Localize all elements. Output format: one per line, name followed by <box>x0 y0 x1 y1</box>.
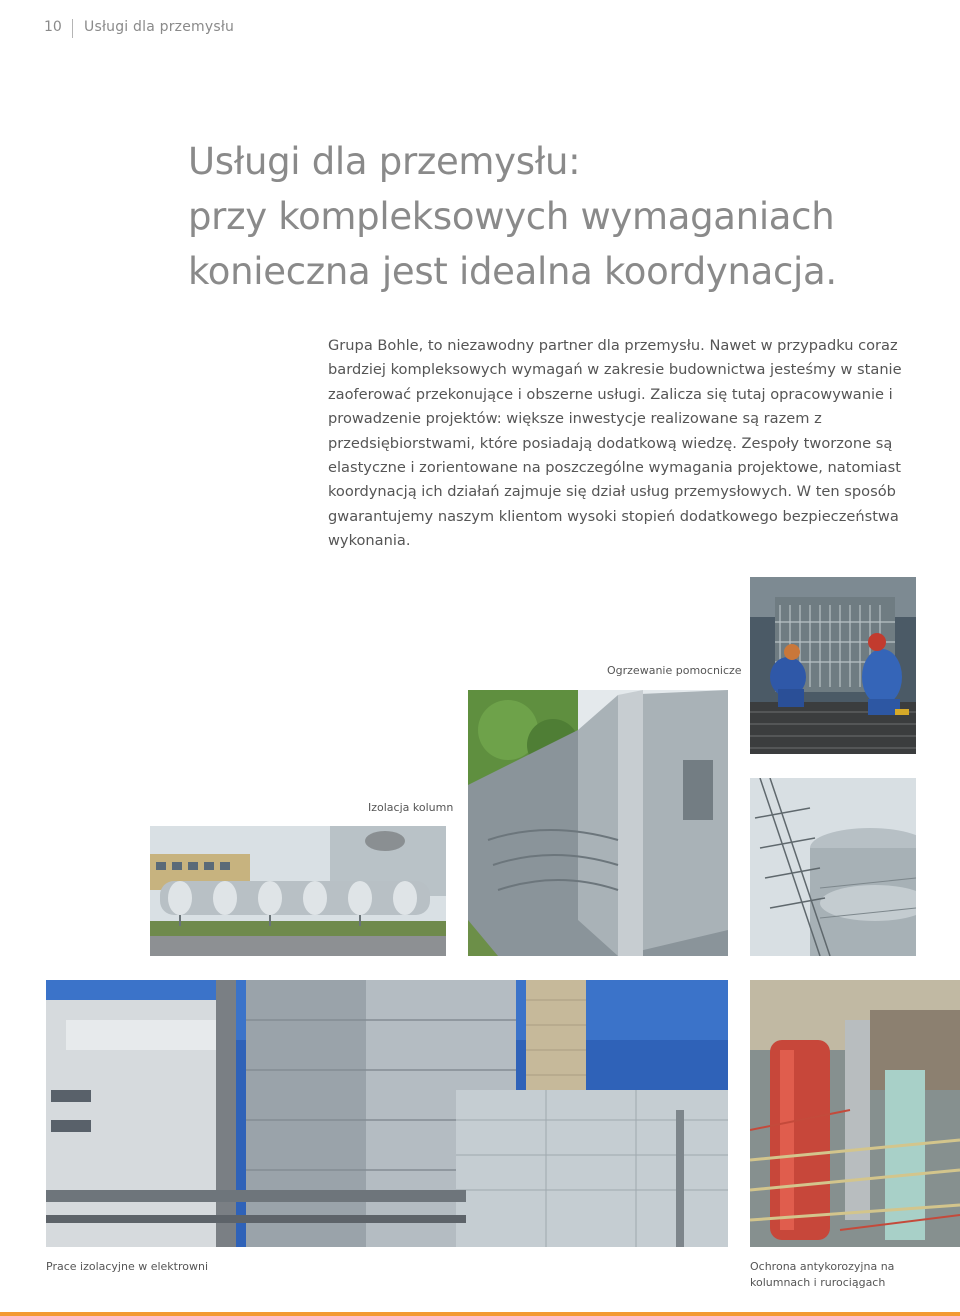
section-title: Usługi dla przemysłu <box>84 19 235 35</box>
headline-line-2: przy kompleksowych wymaganiach <box>188 195 835 238</box>
photo-corrosion-columns <box>750 980 960 1247</box>
photo-stairs-tanks <box>750 778 916 956</box>
photo-insulated-column <box>468 690 728 956</box>
page-number: 10 <box>44 19 62 35</box>
photo-horizontal-vessels <box>150 826 446 956</box>
caption-corrosion-line-2: kolumnach i rurociągach <box>750 1276 886 1289</box>
headline-line-1: Usługi dla przemysłu: <box>188 140 581 183</box>
caption-columns: Izolacja kolumn <box>368 801 454 814</box>
headline-line-3: konieczna jest idealna koordynacja. <box>188 250 837 293</box>
photo-workers-heating <box>750 577 916 754</box>
caption-corrosion <box>750 1259 894 1291</box>
page-headline <box>188 134 928 299</box>
header-divider <box>72 19 73 38</box>
photo-power-plant <box>46 980 728 1247</box>
caption-power-plant: Prace izolacyjne w elektrowni <box>46 1260 209 1273</box>
caption-heating: Ogrzewanie pomocnicze <box>607 664 742 677</box>
intro-paragraph: Grupa Bohle, to niezawodny partner dla przemysłu. Nawet w przypadku coraz bardziej kompleksowych wymagań w zakresie budownictwa jesteśmy w stanie zaoferować przekonujące i obszerne usługi. Zalicza się tutaj opracowywanie i prowadzenie projektów: większe inwestycje realizowane są razem z przedsiębiorstwami, które posiadają dodatkową wiedzę. Zespoły tworzone są elastyczne i zorientowane na poszczególne wymagania projektowe, natomiast koordynacją ich działań zajmuje się dział usług przemysłowych. W ten sposób gwarantujemy naszym klientom wysoki stopień dodatkowego bezpieczeństwa wykonania. <box>328 337 902 550</box>
accent-bottom-bar <box>0 1312 960 1316</box>
caption-corrosion-line-1: Ochrona antykorozyjna na <box>750 1260 895 1273</box>
